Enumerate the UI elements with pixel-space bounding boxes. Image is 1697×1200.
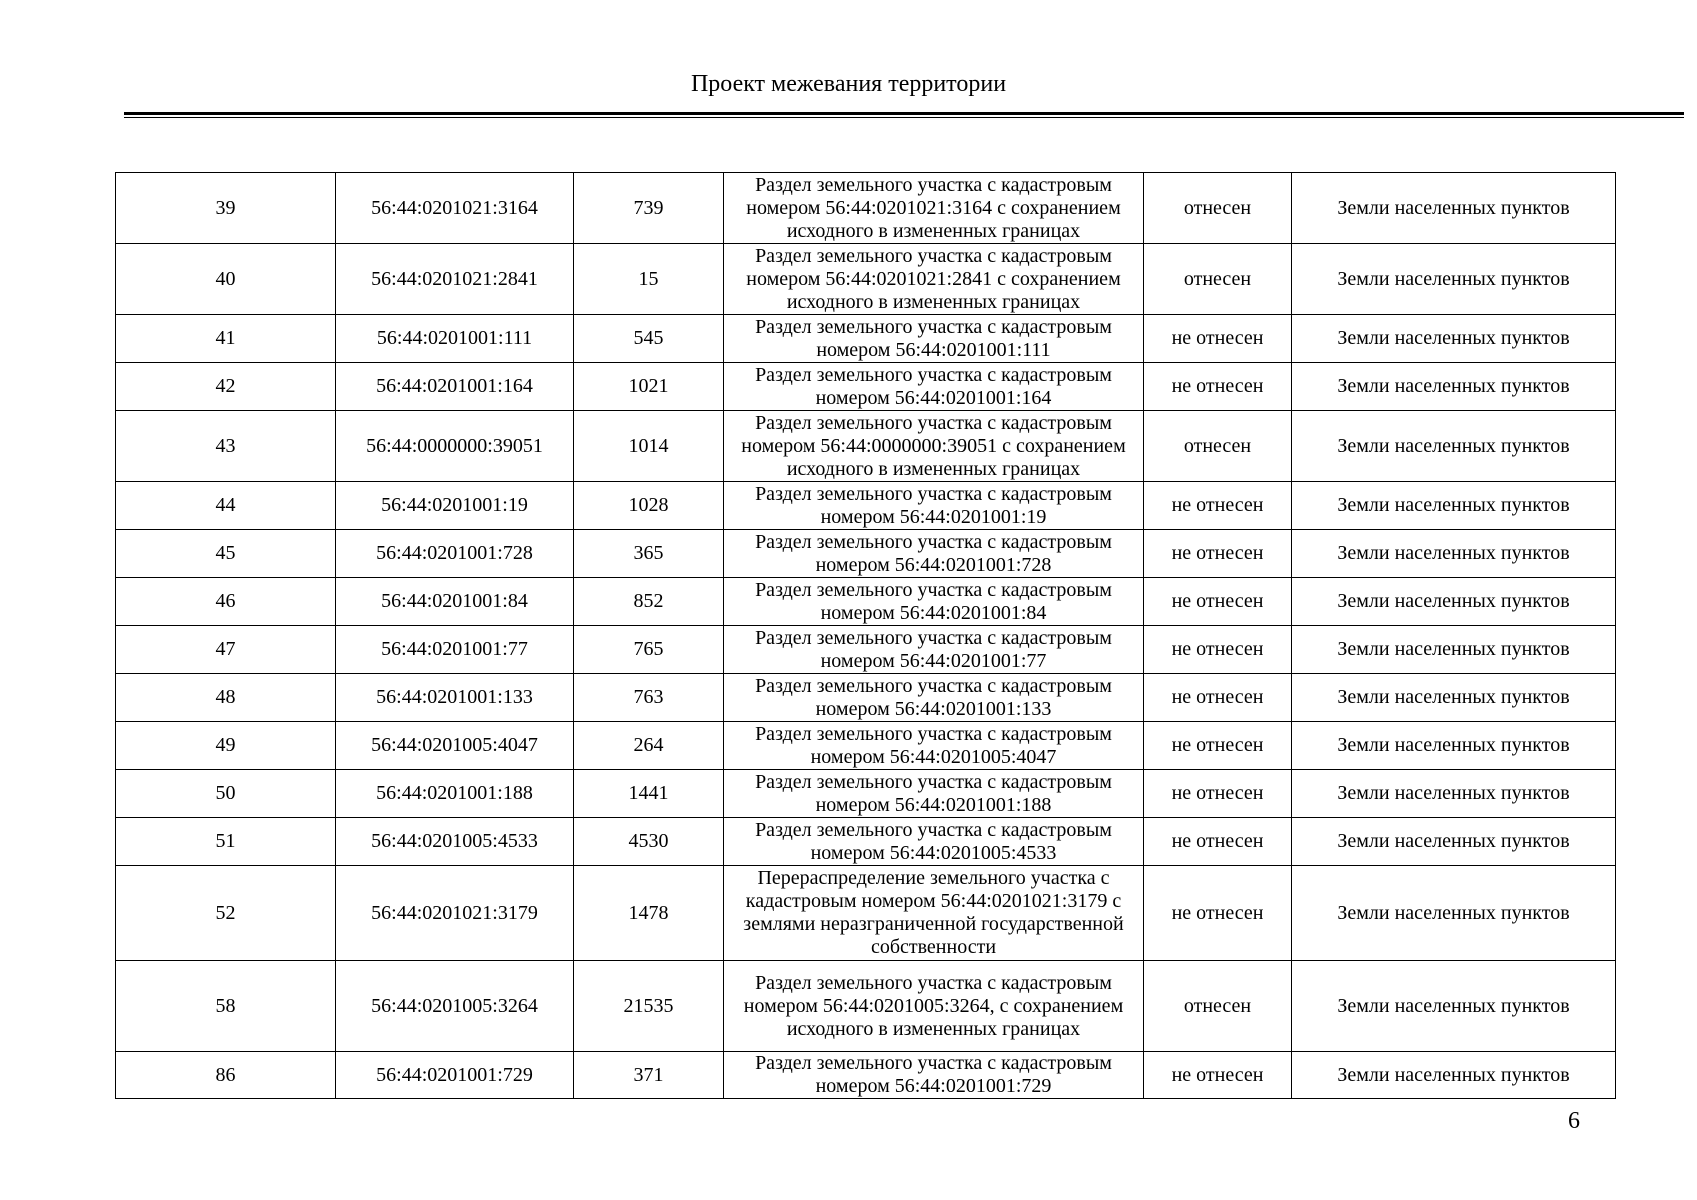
- description-cell: Раздел земельного участка с кадастровым номером 56:44:0201001:133: [724, 674, 1144, 722]
- description-cell: Перераспределение земельного участка с кадастровым номером 56:44:0201021:3179 с землями неразграниченной государственной собственности: [724, 866, 1144, 961]
- description-cell: Раздел земельного участка с кадастровым номером 56:44:0201005:4533: [724, 818, 1144, 866]
- description-cell: Раздел земельного участка с кадастровым номером 56:44:0201021:3164 с сохранением исходного в измененных границах: [724, 173, 1144, 244]
- plot-number-cell: 39: [116, 173, 336, 244]
- area-cell: 15: [574, 244, 724, 315]
- status-cell: не отнесен: [1144, 482, 1292, 530]
- status-cell: отнесен: [1144, 244, 1292, 315]
- description-cell: Раздел земельного участка с кадастровым номером 56:44:0201001:728: [724, 530, 1144, 578]
- status-cell: не отнесен: [1144, 363, 1292, 411]
- description-cell: Раздел земельного участка с кадастровым номером 56:44:0201001:111: [724, 315, 1144, 363]
- land-category-cell: Земли населенных пунктов: [1292, 722, 1616, 770]
- status-cell: не отнесен: [1144, 578, 1292, 626]
- land-category-cell: Земли населенных пунктов: [1292, 674, 1616, 722]
- cadastral-number-cell: 56:44:0201001:133: [336, 674, 574, 722]
- plot-number-cell: 42: [116, 363, 336, 411]
- table-row: [116, 961, 1616, 1052]
- area-cell: 1478: [574, 866, 724, 961]
- plot-number-cell: 52: [116, 866, 336, 961]
- header-rule: [124, 112, 1684, 115]
- status-cell: отнесен: [1144, 961, 1292, 1052]
- plot-number-cell: 41: [116, 315, 336, 363]
- area-cell: 21535: [574, 961, 724, 1052]
- description-cell: Раздел земельного участка с кадастровым номером 56:44:0201005:3264, с сохранением исходного в измененных границах: [724, 961, 1144, 1052]
- land-category-cell: Земли населенных пунктов: [1292, 866, 1616, 961]
- area-cell: 264: [574, 722, 724, 770]
- land-category-cell: Земли населенных пунктов: [1292, 818, 1616, 866]
- table-row: [116, 173, 1616, 244]
- status-cell: не отнесен: [1144, 315, 1292, 363]
- table-row: [116, 674, 1616, 722]
- area-cell: 765: [574, 626, 724, 674]
- cadastral-number-cell: 56:44:0201001:164: [336, 363, 574, 411]
- area-cell: 852: [574, 578, 724, 626]
- area-cell: 739: [574, 173, 724, 244]
- header-rule-thin: [124, 117, 1684, 118]
- area-cell: 1028: [574, 482, 724, 530]
- status-cell: не отнесен: [1144, 722, 1292, 770]
- area-cell: 4530: [574, 818, 724, 866]
- land-category-cell: Земли населенных пунктов: [1292, 411, 1616, 482]
- land-category-cell: Земли населенных пунктов: [1292, 482, 1616, 530]
- cadastral-number-cell: 56:44:0201005:4533: [336, 818, 574, 866]
- land-category-cell: Земли населенных пунктов: [1292, 315, 1616, 363]
- area-cell: 1014: [574, 411, 724, 482]
- table-row: [116, 315, 1616, 363]
- table-row: [116, 578, 1616, 626]
- area-cell: 1441: [574, 770, 724, 818]
- area-cell: 763: [574, 674, 724, 722]
- land-category-cell: Земли населенных пунктов: [1292, 173, 1616, 244]
- cadastral-number-cell: 56:44:0201021:3164: [336, 173, 574, 244]
- status-cell: не отнесен: [1144, 866, 1292, 961]
- status-cell: не отнесен: [1144, 530, 1292, 578]
- table-row: [116, 722, 1616, 770]
- table-row: [116, 363, 1616, 411]
- table-row: [116, 818, 1616, 866]
- land-category-cell: Земли населенных пунктов: [1292, 530, 1616, 578]
- area-cell: 1021: [574, 363, 724, 411]
- description-cell: Раздел земельного участка с кадастровым номером 56:44:0201001:729: [724, 1052, 1144, 1099]
- area-cell: 545: [574, 315, 724, 363]
- land-category-cell: Земли населенных пунктов: [1292, 244, 1616, 315]
- area-cell: 365: [574, 530, 724, 578]
- table-row: [116, 1052, 1616, 1099]
- status-cell: не отнесен: [1144, 626, 1292, 674]
- cadastral-number-cell: 56:44:0201001:111: [336, 315, 574, 363]
- plot-number-cell: 48: [116, 674, 336, 722]
- cadastral-number-cell: 56:44:0201005:3264: [336, 961, 574, 1052]
- table-row: [116, 411, 1616, 482]
- description-cell: Раздел земельного участка с кадастровым номером 56:44:0201001:77: [724, 626, 1144, 674]
- plot-number-cell: 40: [116, 244, 336, 315]
- land-category-cell: Земли населенных пунктов: [1292, 578, 1616, 626]
- land-plots-table: [115, 172, 1616, 1099]
- cadastral-number-cell: 56:44:0201021:3179: [336, 866, 574, 961]
- status-cell: не отнесен: [1144, 674, 1292, 722]
- status-cell: не отнесен: [1144, 1052, 1292, 1099]
- description-cell: Раздел земельного участка с кадастровым номером 56:44:0201001:19: [724, 482, 1144, 530]
- land-category-cell: Земли населенных пунктов: [1292, 1052, 1616, 1099]
- status-cell: отнесен: [1144, 173, 1292, 244]
- plot-number-cell: 50: [116, 770, 336, 818]
- description-cell: Раздел земельного участка с кадастровым номером 56:44:0201001:164: [724, 363, 1144, 411]
- land-category-cell: Земли населенных пунктов: [1292, 770, 1616, 818]
- cadastral-number-cell: 56:44:0000000:39051: [336, 411, 574, 482]
- cadastral-number-cell: 56:44:0201001:19: [336, 482, 574, 530]
- status-cell: не отнесен: [1144, 818, 1292, 866]
- cadastral-number-cell: 56:44:0201001:729: [336, 1052, 574, 1099]
- area-cell: 371: [574, 1052, 724, 1099]
- page-number: 6: [1568, 1108, 1580, 1134]
- land-category-cell: Земли населенных пунктов: [1292, 626, 1616, 674]
- description-cell: Раздел земельного участка с кадастровым номером 56:44:0201001:84: [724, 578, 1144, 626]
- plot-number-cell: 86: [116, 1052, 336, 1099]
- plot-number-cell: 45: [116, 530, 336, 578]
- description-cell: Раздел земельного участка с кадастровым номером 56:44:0000000:39051 с сохранением исходного в измененных границах: [724, 411, 1144, 482]
- table-row: [116, 244, 1616, 315]
- land-category-cell: Земли населенных пунктов: [1292, 363, 1616, 411]
- table-row: [116, 626, 1616, 674]
- plot-number-cell: 49: [116, 722, 336, 770]
- plot-number-cell: 51: [116, 818, 336, 866]
- cadastral-number-cell: 56:44:0201005:4047: [336, 722, 574, 770]
- cadastral-number-cell: 56:44:0201001:77: [336, 626, 574, 674]
- description-cell: Раздел земельного участка с кадастровым номером 56:44:0201005:4047: [724, 722, 1144, 770]
- status-cell: отнесен: [1144, 411, 1292, 482]
- description-cell: Раздел земельного участка с кадастровым номером 56:44:0201001:188: [724, 770, 1144, 818]
- cadastral-number-cell: 56:44:0201001:188: [336, 770, 574, 818]
- cadastral-number-cell: 56:44:0201001:728: [336, 530, 574, 578]
- cadastral-number-cell: 56:44:0201021:2841: [336, 244, 574, 315]
- plot-number-cell: 46: [116, 578, 336, 626]
- plot-number-cell: 47: [116, 626, 336, 674]
- cadastral-number-cell: 56:44:0201001:84: [336, 578, 574, 626]
- plot-number-cell: 43: [116, 411, 336, 482]
- description-cell: Раздел земельного участка с кадастровым номером 56:44:0201021:2841 с сохранением исходного в измененных границах: [724, 244, 1144, 315]
- plot-number-cell: 58: [116, 961, 336, 1052]
- table-row: [116, 482, 1616, 530]
- page-header-title: Проект межевания территории: [690, 71, 1007, 97]
- plot-number-cell: 44: [116, 482, 336, 530]
- table-row: [116, 530, 1616, 578]
- table-row: [116, 866, 1616, 961]
- table-row: [116, 770, 1616, 818]
- status-cell: не отнесен: [1144, 770, 1292, 818]
- land-category-cell: Земли населенных пунктов: [1292, 961, 1616, 1052]
